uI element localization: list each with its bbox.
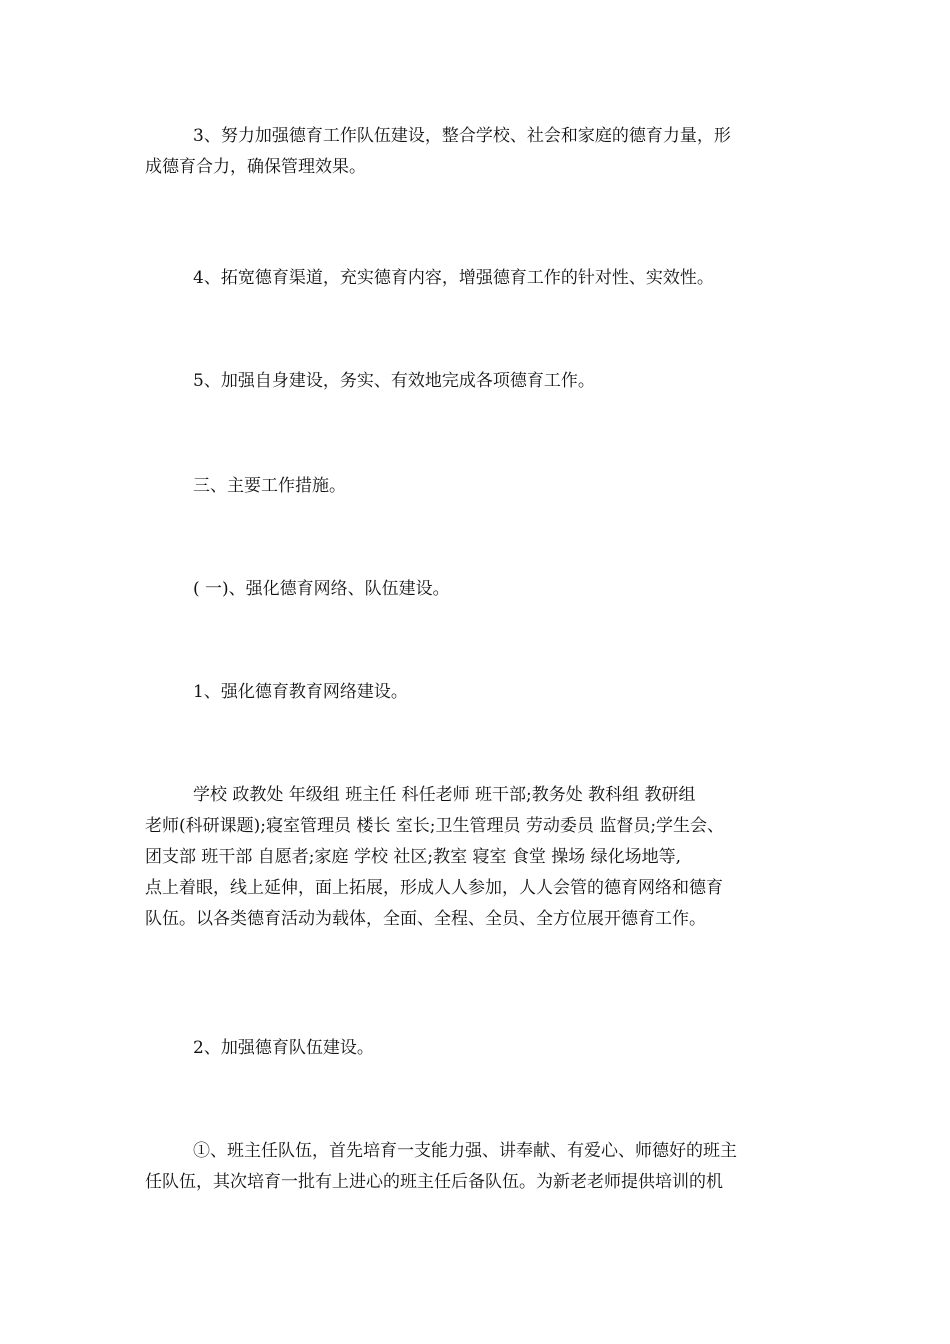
text-line: 学校 政教处 年级组 班主任 科任老师 班干部;教务处 教科组 教研组 xyxy=(193,785,696,805)
text-line: ①、班主任队伍，首先培育一支能力强、讲奉献、有爱心、师德好的班主 xyxy=(193,1141,737,1161)
text-line: 3、努力加强德育工作队伍建设，整合学校、社会和家庭的德育力量，形 xyxy=(193,126,731,146)
section-heading-main-measures xyxy=(145,471,815,502)
text-line: ( 一)、强化德育网络、队伍建设。 xyxy=(193,579,450,599)
text-line: 任队伍，其次培育一批有上进心的班主任后备队伍。为新老老师提供培训的机 xyxy=(145,1172,723,1192)
text-line: 4、拓宽德育渠道，充实德育内容，增强德育工作的针对性、实效性。 xyxy=(193,268,714,288)
text-line: 团支部 班干部 自愿者;家庭 学校 社区;教室 寝室 食堂 操场 绿化场地等, xyxy=(145,847,682,867)
paragraph-goal-3 xyxy=(145,121,815,183)
text-line: 点上着眼，线上延伸，面上拓展，形成人人参加，人人会管的德育网络和德育 xyxy=(145,878,723,898)
text-line: 队伍。以各类德育活动为载体，全面、全程、全员、全方位展开德育工作。 xyxy=(145,909,706,929)
paragraph-class-teacher-team xyxy=(145,1136,815,1198)
paragraph-network-detail xyxy=(145,780,815,935)
item-heading-2 xyxy=(145,1033,815,1064)
paragraph-goal-4 xyxy=(145,263,815,294)
text-line: 三、主要工作措施。 xyxy=(193,476,346,496)
text-line: 1、强化德育教育网络建设。 xyxy=(193,682,408,702)
paragraph-goal-5 xyxy=(145,366,815,397)
text-line: 2、加强德育队伍建设。 xyxy=(193,1038,374,1058)
text-line: 5、加强自身建设，务实、有效地完成各项德育工作。 xyxy=(193,371,595,391)
text-line: 老师(科研课题);寝室管理员 楼长 室长;卫生管理员 劳动委员 监督员;学生会、 xyxy=(145,816,725,836)
subsection-heading-network xyxy=(145,574,815,605)
item-heading-1 xyxy=(145,677,815,708)
text-line: 成德育合力，确保管理效果。 xyxy=(145,157,366,177)
